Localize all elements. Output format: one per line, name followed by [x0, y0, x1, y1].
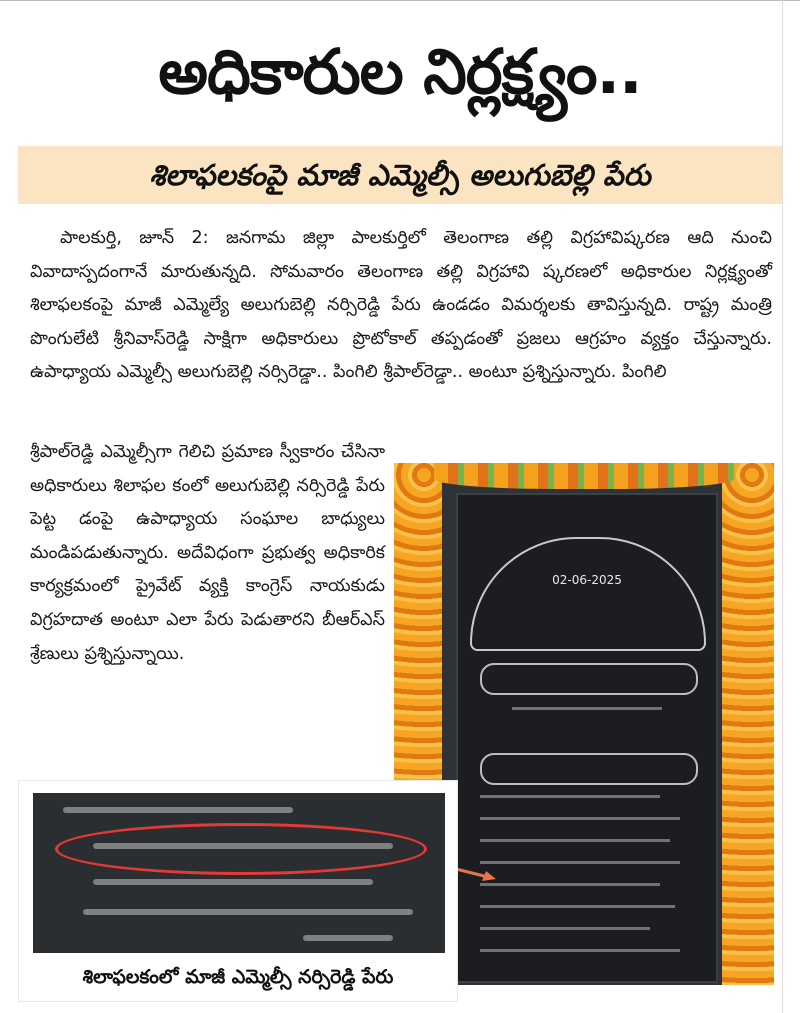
- highlight-ellipse: [55, 823, 427, 875]
- plaque-text-line: [480, 839, 670, 842]
- plaque-text-line: [480, 905, 675, 908]
- headline: అధికారుల నిర్లక్ష్యం..: [158, 35, 642, 108]
- inset-text-line: [83, 909, 413, 915]
- plaque-arch-border: [470, 537, 706, 651]
- top-rule: [0, 0, 800, 5]
- plaque-closeup-inset: [18, 780, 458, 1002]
- plaque-text-line: [512, 707, 662, 710]
- plaque-text-line: [480, 949, 680, 952]
- plaque-text-line: [480, 883, 660, 886]
- plaque-name-box: [480, 753, 698, 785]
- page-edge: [782, 0, 783, 1013]
- marigold-garland-right: [722, 463, 774, 985]
- inset-text-line: [63, 807, 293, 813]
- plaque-text-line: [480, 817, 680, 820]
- marigold-garland-top: [434, 463, 734, 489]
- plaque-date: 02-06-2025: [552, 573, 622, 587]
- plaque-closeup-photo: [33, 793, 445, 953]
- article-body-lead: పాలకుర్తి, జూన్ 2: జనగామ జిల్లా పాలకుర్తిలో తెలంగాణ తల్లి విగ్రహావిష్కరణ ఆది నుంచి వివాదాస్పదంగానే మారుతున్నది. సోమవారం తెలంగాణ తల్లి విగ్రహావి ష్కరణలో అధికారుల నిర్లక్ష్యంతో శిలాఫలకంపై మాజీ ఎమ్మెల్యే అలుగుబెల్లి నర్సిరెడ్డి పేరు ఉండడం విమర్శలకు తావిస్తున్నది. రాష్ట్ర మంత్రి పొంగులేటి శ్రీనివాస్‌రెడ్డి సాక్షిగా అధికారులు ప్రొటోకాల్ తప్పడంతో ప్రజలు ఆగ్రహం వ్యక్తం చేస్తున్నారు. ఉపాధ్యాయ ఎమ్మెల్సీ అలుగుబెల్లి నర్సిరెడ్డా.. పింగిలి శ్రీపాల్‌రెడ్డా.. అంటూ ప్రశ్నిస్తున్నారు. పింగిలి: [30, 228, 772, 383]
- inset-text-line: [93, 879, 373, 885]
- plaque-name-box: [480, 663, 698, 695]
- article-body-column: శ్రీపాల్‌రెడ్డి ఎమ్మెల్సీగా గెలిచి ప్రమాణ స్వీకారం చేసినా అధికారులు శిలాఫల కంలో అలుగుబెల్లి నర్సిరెడ్డి పేరు పెట్ట డంపై ఉపాధ్యాయ సంఘాల బాధ్యులు మండిపడుతున్నారు. అదేవిధంగా ప్రభుత్వ అధికారిక కార్యక్రమంలో ప్రైవేట్ వ్యక్తి కాంగ్రెస్ నాయకుడు విగ్రహదాత అంటూ ఎలా పేరు పెడుతారని బీఆర్‌ఎస్ శ్రేణులు ప్రశ్నిస్తున్నాయి.: [30, 442, 385, 664]
- inset-caption: శిలాఫలకంలో మాజీ ఎమ్మెల్సీ నర్సిరెడ్డి పేరు: [82, 966, 394, 988]
- plaque-text-line: [480, 795, 660, 798]
- subheadline: శిలాఫలకంపై మాజీ ఎమ్మెల్సీ అలుగుబెల్లి పేరు: [18, 146, 782, 204]
- stone-plaque: [456, 493, 718, 983]
- inset-text-line: [303, 935, 393, 941]
- plaque-text-line: [480, 861, 680, 864]
- plaque-text-line: [480, 927, 650, 930]
